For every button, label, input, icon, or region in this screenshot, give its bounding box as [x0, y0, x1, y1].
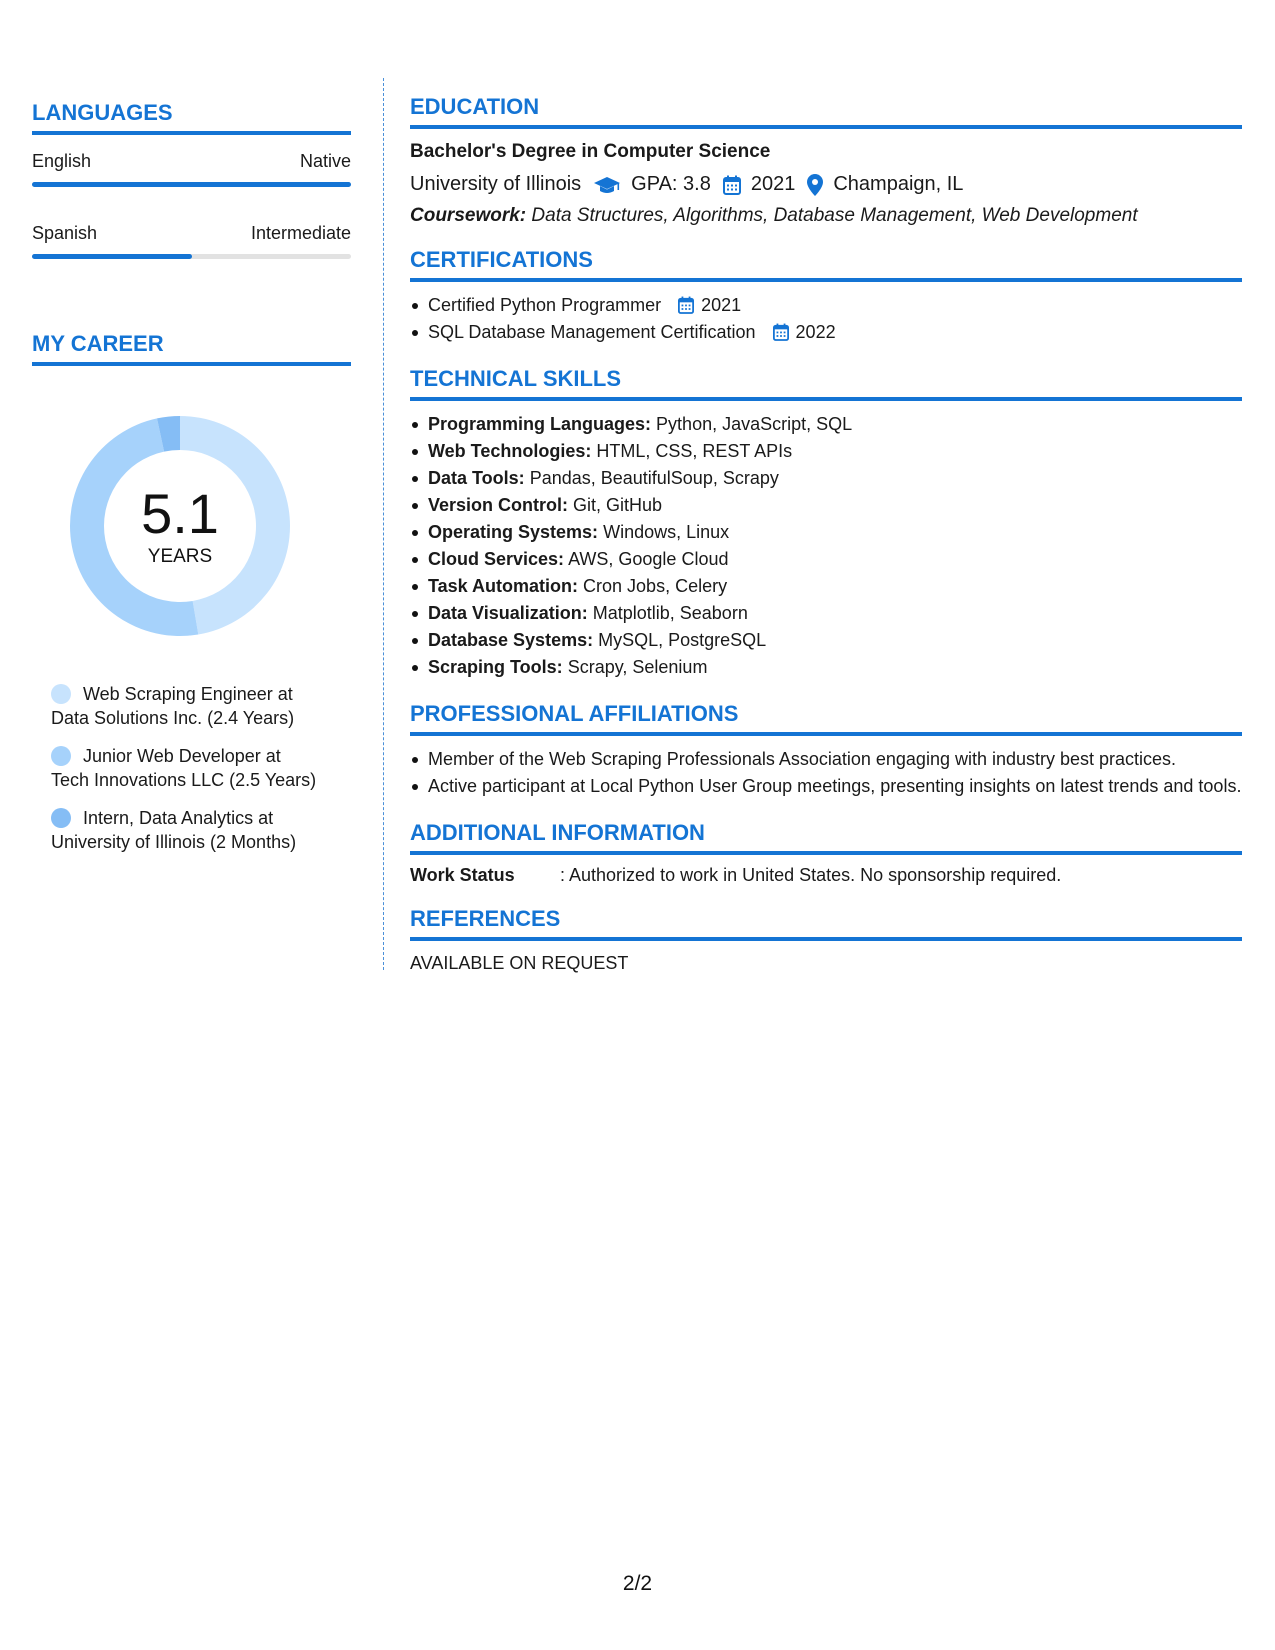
work-status-label: Work Status — [410, 865, 515, 885]
education-meta — [410, 173, 1242, 196]
education-coursework — [410, 205, 1242, 227]
coursework-list: Data Structures, Algorithms, Database Management, Web Development — [531, 205, 1138, 226]
skill-label: Version Control: — [428, 495, 569, 515]
language-bar-fill — [32, 182, 351, 187]
right-column — [410, 94, 1242, 994]
skill-value: Python, JavaScript, SQL — [656, 414, 853, 434]
column-divider — [383, 78, 384, 970]
skill-label: Database Systems: — [428, 630, 594, 650]
skill-value: Windows, Linux — [603, 522, 730, 542]
education-school: University of Illinois — [410, 173, 582, 195]
calendar-icon — [678, 296, 694, 314]
legend-dot — [51, 808, 71, 828]
calendar-icon — [773, 323, 789, 341]
work-status-row — [410, 865, 1242, 886]
skill-item — [428, 600, 1242, 627]
legend-line2: Tech Innovations LLC (2.5 Years) — [51, 770, 317, 790]
education-degree: Bachelor's Degree in Computer Science — [410, 141, 771, 162]
certification-item — [428, 292, 1242, 319]
affiliations-list — [410, 746, 1242, 800]
education-year: 2021 — [750, 173, 796, 195]
languages-title: LANGUAGES — [32, 100, 351, 135]
language-bar-fill — [32, 254, 192, 259]
skill-item — [428, 465, 1242, 492]
calendar-icon — [723, 175, 741, 195]
career-legend — [51, 682, 351, 854]
skill-item — [428, 654, 1242, 681]
language-level: Intermediate — [250, 223, 351, 243]
coursework-label: Coursework: — [410, 205, 527, 226]
skill-item — [428, 492, 1242, 519]
additional-title: ADDITIONAL INFORMATION — [410, 820, 1242, 855]
skill-label: Operating Systems: — [428, 522, 599, 542]
skill-item — [428, 627, 1242, 654]
skill-value: Git, GitHub — [573, 495, 663, 515]
certification-item — [428, 319, 1242, 346]
legend-item — [51, 744, 351, 792]
skills-title: TECHNICAL SKILLS — [410, 366, 1242, 401]
career-total-unit: YEARS — [147, 546, 213, 567]
legend-line2: Data Solutions Inc. (2.4 Years) — [51, 708, 295, 728]
skill-label: Task Automation: — [428, 576, 579, 596]
career-total-value: 5.1 — [141, 482, 219, 545]
skills-section — [410, 366, 1242, 681]
left-column — [32, 100, 351, 868]
affiliations-section — [410, 701, 1242, 800]
career-donut-chart — [64, 410, 296, 642]
skill-item — [428, 546, 1242, 573]
references-text: AVAILABLE ON REQUEST — [410, 953, 629, 973]
work-status-value: : Authorized to work in United States. No sponsorship required. — [560, 865, 1062, 885]
legend-line1: Intern, Data Analytics at — [83, 808, 274, 828]
skill-item — [428, 573, 1242, 600]
education-section — [410, 94, 1242, 227]
career-section — [32, 331, 351, 854]
additional-section — [410, 820, 1242, 886]
legend-dot — [51, 746, 71, 766]
legend-dot — [51, 684, 71, 704]
language-bar — [32, 254, 351, 259]
certification-name: Certified Python Programmer — [428, 295, 662, 315]
skill-label: Web Technologies: — [428, 441, 592, 461]
skill-label: Programming Languages: — [428, 414, 652, 434]
graduation-cap-icon — [593, 175, 621, 195]
skill-label: Cloud Services: — [428, 549, 565, 569]
language-name: Spanish — [32, 223, 98, 243]
career-title: MY CAREER — [32, 331, 351, 366]
affiliation-item: Member of the Web Scraping Professionals Association engaging with industry best practices. — [428, 746, 1242, 773]
skill-value: AWS, Google Cloud — [568, 549, 729, 569]
language-level: Native — [299, 151, 351, 171]
affiliations-title: PROFESSIONAL AFFILIATIONS — [410, 701, 1242, 736]
legend-item — [51, 682, 351, 730]
certification-year: 2022 — [795, 322, 836, 342]
education-location: Champaign, IL — [833, 173, 964, 195]
skill-value: Pandas, BeautifulSoup, Scrapy — [529, 468, 779, 488]
language-name: English — [32, 151, 92, 171]
skill-label: Scraping Tools: — [428, 657, 563, 677]
references-title: REFERENCES — [410, 906, 1242, 941]
languages-section — [32, 100, 351, 259]
skill-value: HTML, CSS, REST APIs — [596, 441, 793, 461]
skill-item — [428, 411, 1242, 438]
language-bar — [32, 182, 351, 187]
legend-line1: Junior Web Developer at — [83, 746, 281, 766]
education-gpa: GPA: 3.8 — [631, 173, 711, 195]
skill-value: Cron Jobs, Celery — [583, 576, 728, 596]
certifications-title: CERTIFICATIONS — [410, 247, 1242, 282]
legend-line1: Web Scraping Engineer at — [83, 684, 293, 704]
certification-name: SQL Database Management Certification — [428, 322, 756, 342]
affiliation-item: Active participant at Local Python User Group meetings, presenting insights on latest trends and tools. — [428, 773, 1242, 800]
skill-value: Matplotlib, Seaborn — [592, 603, 748, 623]
references-section — [410, 906, 1242, 974]
certifications-list — [410, 292, 1242, 346]
skill-value: MySQL, PostgreSQL — [598, 630, 767, 650]
certifications-section — [410, 247, 1242, 346]
page-number: 2/2 — [622, 1572, 653, 1595]
donut-center — [64, 410, 296, 642]
certification-year: 2021 — [701, 295, 742, 315]
education-title: EDUCATION — [410, 94, 1242, 129]
legend-line2: University of Illinois (2 Months) — [51, 832, 297, 852]
location-pin-icon — [807, 174, 823, 196]
skill-value: Scrapy, Selenium — [567, 657, 708, 677]
language-item — [32, 223, 351, 259]
language-item — [32, 151, 351, 187]
legend-item — [51, 806, 351, 854]
skill-label: Data Visualization: — [428, 603, 588, 623]
skills-list — [410, 411, 1242, 681]
skill-item — [428, 519, 1242, 546]
skill-label: Data Tools: — [428, 468, 525, 488]
skill-item — [428, 438, 1242, 465]
